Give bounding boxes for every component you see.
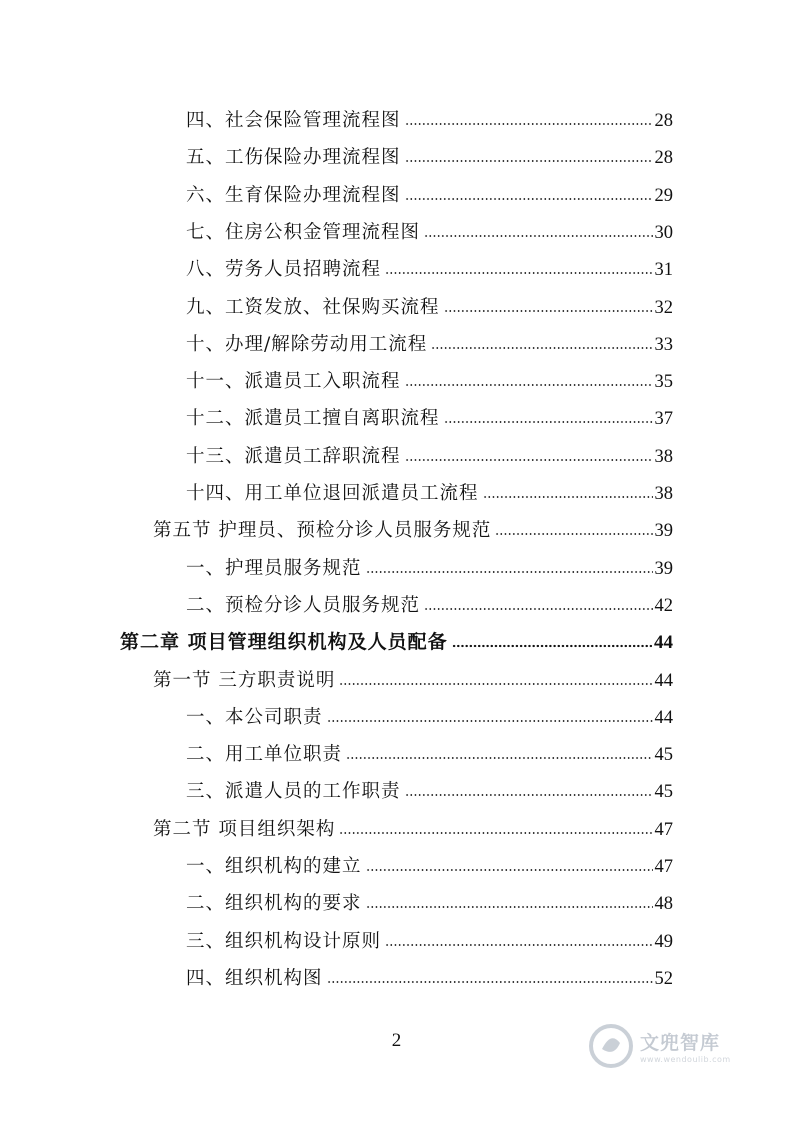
toc-entry[interactable] (153, 664, 673, 692)
toc-entry-page: 44 (654, 670, 673, 691)
toc-entry[interactable] (153, 514, 673, 542)
watermark-subtitle: www.wendoulib.com (640, 1055, 731, 1064)
toc-dot-leader (444, 420, 653, 424)
toc-entry-page: 32 (654, 297, 673, 318)
toc-entry[interactable] (186, 179, 673, 207)
toc-dot-leader (405, 197, 653, 201)
toc-entry[interactable] (153, 813, 673, 841)
toc-entry[interactable] (186, 402, 673, 430)
toc-entry-title: 第一节 三方职责说明 (153, 669, 336, 691)
toc-entry[interactable] (186, 328, 673, 356)
toc-entry-page: 42 (654, 595, 673, 616)
toc-dot-leader (424, 234, 652, 238)
toc-entry-page: 48 (654, 894, 673, 915)
toc-entry[interactable] (186, 104, 673, 132)
toc-entry-title: 一、护理员服务规范 (186, 557, 362, 579)
toc-entry-title: 六、生育保险办理流程图 (186, 184, 401, 206)
toc-dot-leader (366, 905, 653, 909)
toc-entry-title: 二、用工单位职责 (186, 744, 343, 766)
toc-dot-leader (366, 570, 653, 574)
toc-dot-leader (385, 271, 652, 275)
toc-dot-leader (339, 831, 652, 835)
toc-entry[interactable] (186, 962, 673, 990)
toc-entry-page: 29 (654, 185, 673, 206)
toc-entry-page: 44 (654, 632, 673, 654)
toc-entry-title: 四、社会保险管理流程图 (186, 110, 401, 131)
toc-entry-title: 八、劳务人员招聘流程 (186, 259, 382, 281)
toc-dot-leader (346, 756, 652, 760)
toc-entry-page: 33 (654, 334, 673, 355)
toc-entry-page: 38 (654, 484, 673, 504)
toc-entry[interactable] (186, 253, 673, 281)
toc-dot-leader (405, 793, 653, 797)
toc-entry[interactable] (186, 775, 673, 803)
toc-entry-title: 十一、派遣员工入职流程 (186, 371, 401, 393)
toc-entry-page: 30 (654, 222, 673, 243)
toc-entry[interactable] (186, 216, 673, 244)
page-number: 2 (391, 1030, 402, 1051)
toc-entry-title: 二、预检分诊人员服务规范 (186, 594, 421, 616)
toc-entry-page: 31 (654, 260, 673, 281)
toc-entry[interactable] (186, 738, 673, 766)
toc-entry-title: 第二章 项目管理组织机构及人员配备 (120, 631, 448, 654)
toc-dot-leader (495, 532, 652, 536)
toc-dot-leader (483, 495, 653, 499)
toc-entry-page: 45 (654, 782, 673, 803)
toc-entry-title: 十、办理/解除劳动用工流程 (186, 333, 428, 355)
toc-entry-page: 49 (654, 931, 673, 952)
toc-entry[interactable] (186, 365, 673, 393)
toc-dot-leader (424, 607, 652, 611)
toc-entry-page: 28 (654, 148, 673, 169)
toc-entry-title: 四、组织机构图 (186, 967, 323, 989)
toc-entry-title: 五、工伤保险办理流程图 (186, 147, 401, 169)
toc-entry[interactable] (186, 925, 673, 953)
toc-entry-title: 一、本公司职责 (186, 706, 323, 728)
toc-entry-page: 38 (654, 446, 673, 467)
toc-entry[interactable] (186, 141, 673, 169)
watermark-title: 文兜智库 (640, 1032, 721, 1054)
toc-dot-leader (339, 682, 652, 686)
toc-entry[interactable] (186, 552, 673, 580)
toc-entry-title: 二、组织机构的要求 (186, 893, 362, 915)
toc-entry-page: 35 (654, 372, 673, 393)
toc-dot-leader (431, 346, 652, 350)
toc-entry-page: 28 (654, 111, 673, 131)
toc-entry[interactable] (186, 291, 673, 319)
toc-dot-leader (405, 458, 653, 462)
toc-entry[interactable] (120, 626, 673, 654)
toc-entry[interactable] (186, 440, 673, 468)
watermark (588, 1018, 748, 1074)
toc-dot-leader (366, 868, 653, 872)
toc-entry[interactable] (186, 477, 673, 505)
toc-entry-title: 十四、用工单位退回派遣员工流程 (186, 483, 479, 504)
toc-entry-page: 44 (654, 707, 673, 728)
toc-entry-title: 第五节 护理员、预检分诊人员服务规范 (153, 520, 492, 542)
toc-dot-leader (327, 719, 653, 723)
toc-entry-title: 七、住房公积金管理流程图 (186, 221, 421, 243)
toc-dot-leader (452, 644, 652, 648)
toc-dot-leader (444, 309, 653, 313)
toc-entry[interactable] (186, 850, 673, 878)
shield-logo-icon (588, 1023, 634, 1069)
toc-entry-title: 三、组织机构设计原则 (186, 930, 382, 952)
toc-entry[interactable] (186, 589, 673, 617)
toc-entry-page: 52 (654, 968, 673, 989)
toc-entry[interactable] (186, 701, 673, 729)
toc-entry-title: 第二节 项目组织架构 (153, 818, 336, 840)
toc-entry-page: 47 (654, 819, 673, 840)
toc-entry-title: 三、派遣人员的工作职责 (186, 781, 401, 803)
toc-dot-leader (405, 159, 653, 163)
toc-entry-page: 39 (654, 558, 673, 579)
toc-dot-leader (405, 122, 653, 126)
toc-entry-title: 一、组织机构的建立 (186, 856, 362, 877)
toc-entry-title: 十三、派遣员工辞职流程 (186, 445, 401, 467)
toc-dot-leader (327, 980, 653, 984)
toc-entry-page: 39 (654, 521, 673, 542)
toc-entry-page: 45 (654, 745, 673, 766)
toc-dot-leader (385, 943, 652, 947)
toc-entry-title: 十二、派遣员工擅自离职流程 (186, 408, 440, 430)
toc-entry-page: 47 (654, 857, 673, 877)
toc-dot-leader (405, 383, 653, 387)
toc-entry[interactable] (186, 887, 673, 915)
toc-entry-title: 九、工资发放、社保购买流程 (186, 296, 440, 318)
toc-entry-page: 37 (654, 409, 673, 430)
